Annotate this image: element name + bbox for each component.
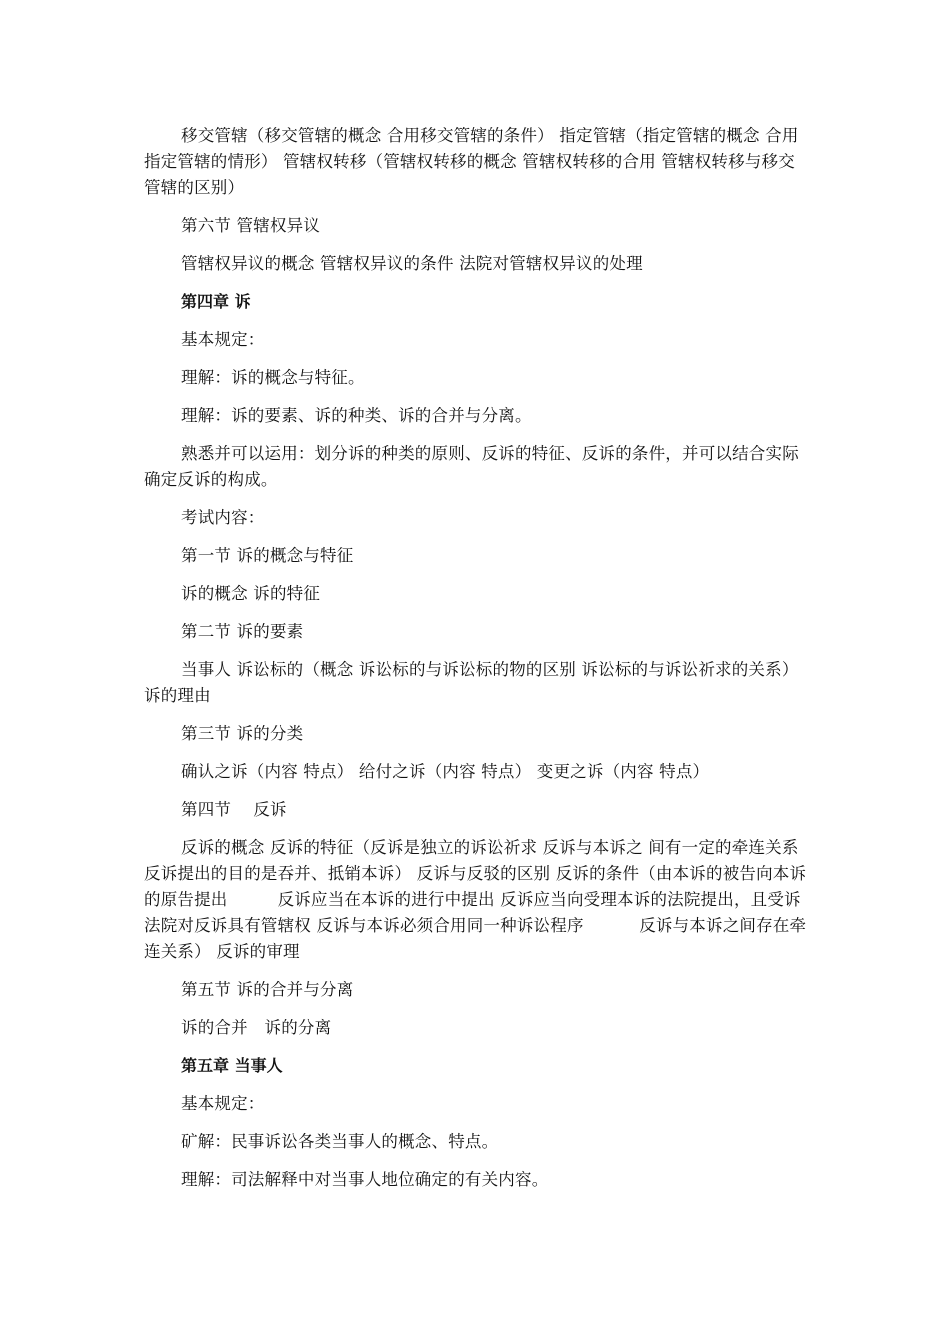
- section-heading-4: 第四节 反诉: [181, 800, 287, 819]
- paragraph-understand-4: 理解：司法解释中对当事人地位确定的有关内容。: [181, 1170, 549, 1189]
- section-heading-1: 第一节 诉的概念与特征: [181, 546, 354, 565]
- paragraph-familiar: 熟悉并可以运用：划分诉的种类的原则、反诉的特征、反诉的条件，并可以结合实际确定反诉的构成。: [144, 444, 799, 489]
- paragraph-section-1: 诉的概念 诉的特征: [181, 584, 321, 603]
- paragraph-understand-3: 矿解：民事诉讼各类当事人的概念、特点。: [181, 1132, 499, 1151]
- paragraph-section-2: 当事人 诉讼标的（概念 诉讼标的与诉讼标的物的区别 诉讼标的与诉讼祈求的关系） 诉的理由: [144, 660, 804, 705]
- section-heading-jurisdiction-objection: 第六节 管辖权异议: [181, 216, 321, 235]
- paragraph-basic-rules-2: 基本规定：: [181, 1094, 265, 1113]
- chapter-heading-5: 第五章 当事人: [181, 1056, 283, 1075]
- paragraph-section-5: 诉的合并 诉的分离: [181, 1018, 332, 1037]
- section-heading-2: 第二节 诉的要素: [181, 622, 304, 641]
- paragraph-understand-2: 理解：诉的要素、诉的种类、诉的合并与分离。: [181, 406, 532, 425]
- section-heading-3: 第三节 诉的分类: [181, 724, 304, 743]
- document-body: [144, 123, 808, 1205]
- paragraph-jurisdiction-objection: 管辖权异议的概念 管辖权异议的条件 法院对管辖权异议的处理: [181, 254, 643, 273]
- paragraph-basic-rules: 基本规定：: [181, 330, 265, 349]
- paragraph-understand-1: 理解：诉的概念与特征。: [181, 368, 365, 387]
- paragraph-exam-content: 考试内容：: [181, 508, 265, 527]
- paragraph-section-4: 反诉的概念 反诉的特征（反诉是独立的诉讼祈求 反诉与本诉之 间有一定的牵连关系 反诉提出的目的是吞并、抵销本诉） 反诉与反驳的区别 反诉的条件（由本诉的被告向本诉的原告提出 反诉应当在本诉的进行中提出 反诉应当向受理本诉的法院提出，且受诉法院对反诉具有管辖权 反诉与本诉必须合用同一种诉讼程序 反诉与本诉之间存在牵连关系） 反诉的审理: [144, 838, 807, 961]
- section-heading-5: 第五节 诉的合并与分离: [181, 980, 354, 999]
- chapter-heading-4: 第四章 诉: [181, 292, 251, 311]
- paragraph-transfer-jurisdiction: 移交管辖（移交管辖的概念 合用移交管辖的条件） 指定管辖（指定管辖的概念 合用指定管辖的情形） 管辖权转移（管辖权转移的概念 管辖权转移的合用 管辖权转移与移交管辖的区别）: [144, 126, 799, 197]
- paragraph-section-3: 确认之诉（内容 特点） 给付之诉（内容 特点） 变更之诉（内容 特点）: [181, 762, 710, 781]
